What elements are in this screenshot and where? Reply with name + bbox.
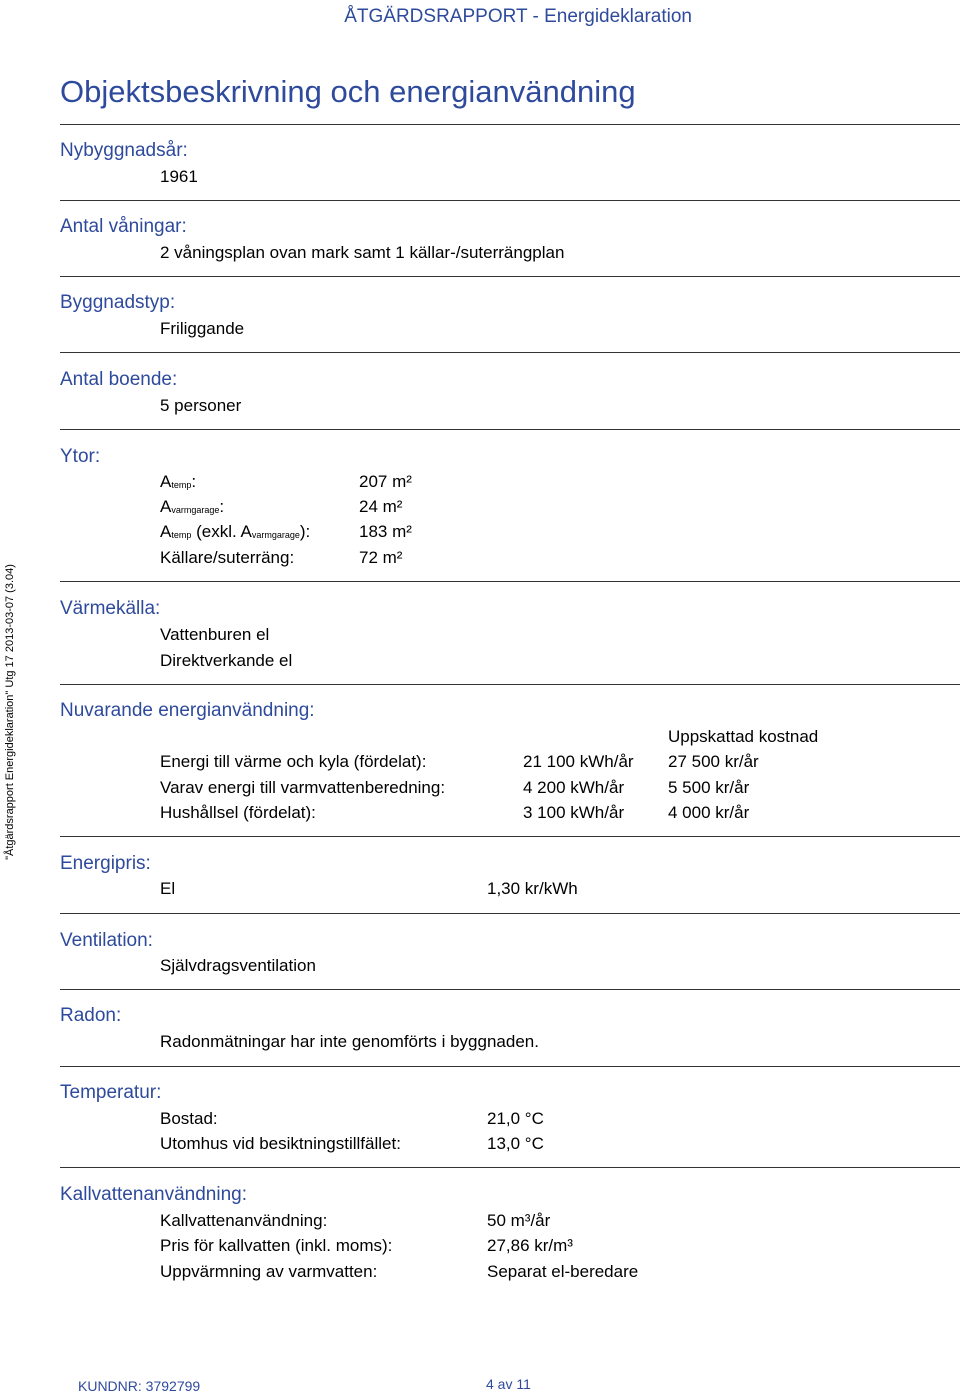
label-ytor: Ytor:: [60, 446, 101, 467]
report-header-title: ÅTGÄRDSRAPPORT - Energideklaration: [344, 6, 692, 27]
label-ventilation: Ventilation:: [60, 930, 153, 951]
energy-row-label: Hushållsel (fördelat):: [160, 803, 316, 822]
section-radon: [60, 989, 960, 1067]
section-byggnadstyp: [60, 276, 960, 353]
label-vaningar: Antal våningar:: [60, 216, 187, 237]
energy-row-cost: 4 000 kr/år: [668, 803, 750, 822]
section-kallvatten: [60, 1167, 960, 1298]
page-title: Objektsbeskrivning och energianvändning: [60, 74, 636, 109]
value-radon: Radonmätningar har inte genomförts i byggnaden.: [160, 1032, 539, 1051]
temp-row-value: 13,0 °C: [487, 1134, 544, 1153]
area-value-atemp-exkl: 183 m²: [359, 522, 412, 541]
water-row-label: Pris för kallvatten (inkl. moms):: [160, 1236, 393, 1255]
value-ventilation: Självdragsventilation: [160, 956, 316, 975]
energy-row-label: Varav energi till varmvattenberedning:: [160, 778, 446, 797]
label-radon: Radon:: [60, 1005, 122, 1026]
heat-source-item: Direktverkande el: [160, 651, 293, 670]
value-boende: 5 personer: [160, 396, 242, 415]
temp-row-label: Bostad:: [160, 1109, 218, 1128]
section-vaningar: [60, 200, 960, 277]
temp-row-label: Utomhus vid besiktningstillfället:: [160, 1134, 401, 1153]
page-number: 4 av 11: [486, 1376, 531, 1392]
label-byggnadstyp: Byggnadstyp:: [60, 292, 176, 313]
customer-number: KUNDNR: 3792799: [78, 1378, 201, 1394]
section-varmekalla: [60, 581, 960, 685]
area-value-kallare: 72 m²: [359, 548, 403, 567]
area-label-kallare: Källare/suterräng:: [160, 548, 295, 567]
energy-type: El: [160, 879, 176, 898]
value-nybyggnadsar: 1961: [160, 167, 198, 186]
section-ventilation: [60, 913, 960, 990]
section-temperatur: [60, 1066, 960, 1168]
area-label-atemp: Atemp:: [160, 472, 197, 491]
area-value-avarmgarage: 24 m²: [359, 497, 403, 516]
value-vaningar: 2 våningsplan ovan mark samt 1 källar-/suterrängplan: [160, 243, 565, 262]
label-boende: Antal boende:: [60, 369, 178, 390]
section-boende: [60, 352, 960, 430]
cost-column-header: Uppskattad kostnad: [668, 727, 819, 746]
label-energi: Nuvarande energianvändning:: [60, 700, 315, 721]
energy-row-cost: 27 500 kr/år: [668, 752, 759, 771]
label-nybyggnadsar: Nybyggnadsår:: [60, 140, 188, 161]
area-label-atemp-exkl: Atemp (exkl. Avarmgarage):: [160, 522, 311, 541]
energy-price: 1,30 kr/kWh: [487, 879, 578, 898]
section-nybyggnadsar: [60, 124, 960, 201]
energy-row-kwh: 4 200 kWh/år: [523, 778, 625, 797]
water-row-label: Uppvärmning av varmvatten:: [160, 1262, 378, 1281]
area-value-atemp: 207 m²: [359, 472, 412, 491]
heat-source-item: Vattenburen el: [160, 625, 270, 644]
value-byggnadstyp: Friliggande: [160, 319, 245, 338]
section-ytor: [60, 429, 960, 582]
temp-row-value: 21,0 °C: [487, 1109, 544, 1128]
section-energi: [60, 684, 960, 837]
energy-row-kwh: 3 100 kWh/år: [523, 803, 625, 822]
water-row-value: 50 m³/år: [487, 1211, 551, 1230]
energy-row-cost: 5 500 kr/år: [668, 778, 750, 797]
water-row-value: Separat el-beredare: [487, 1262, 639, 1281]
label-energipris: Energipris:: [60, 853, 151, 874]
label-temperatur: Temperatur:: [60, 1082, 162, 1103]
water-row-label: Kallvattenanvändning:: [160, 1211, 328, 1230]
label-kallvatten: Kallvattenanvändning:: [60, 1184, 247, 1205]
side-note: "Åtgärdsrapport Energideklaration" Utg 17 2013-03-07 (3.04): [4, 564, 16, 860]
energy-row-kwh: 21 100 kWh/år: [523, 752, 634, 771]
label-varmekalla: Värmekälla:: [60, 598, 161, 619]
energy-row-label: Energi till värme och kyla (fördelat):: [160, 752, 427, 771]
water-row-value: 27,86 kr/m³: [487, 1236, 573, 1255]
section-energipris: [60, 836, 960, 914]
area-label-avarmgarage: Avarmgarage:: [160, 497, 225, 516]
